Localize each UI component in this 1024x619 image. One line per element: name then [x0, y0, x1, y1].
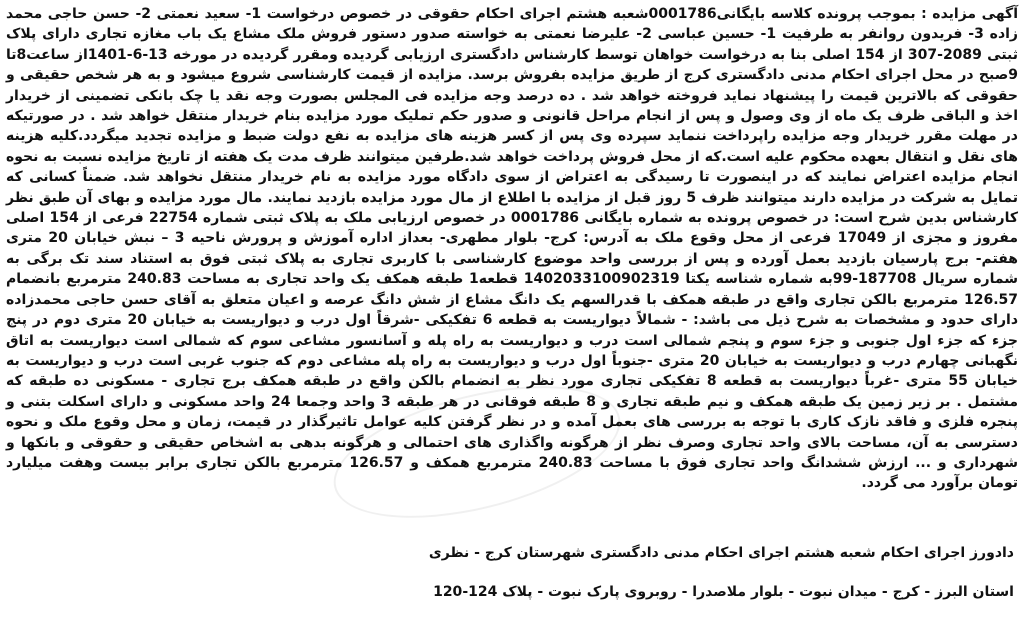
- notice-signature: دادورز اجرای احکام شعبه هشتم اجرای احکام مدنی دادگستری شهرستان کرج - نظری: [428, 545, 1014, 561]
- auction-notice-body: آگهی مزایده : بموجب پرونده کلاسه بایگانی0001786شعبه هشتم اجرای احکام حقوقی در خصوص درخواست 1- سعید نعمتی 2- حسن حاجی محمد زاده 3- فریدون روانفر به طرفیت 1- حسین عباسی 2- علیرضا نعمتی به خواسته صدور دستور فروش ملک مشاع یک باب مغازه تجاری دارای پلاک ثبتی 2089-307 از 154 اصلی بنا به درخواست خواهان توسط کارشناس دادگستری ارزیابی گردیده ومقرر گردیده در مورخه 13-6-1401از ساعت8تا 9صبح در محل اجرای احکام مدنی دادگستری کرج از طریق مزایده بفروش برسد. مزایده از قیمت کارشناسی شروع میشود و به هر شخص حقیقی و حقوقی که بالاترین قیمت را پیشنهاد نماید فروخته خواهد شد . ده درصد وجه مزایده فی المجلس بصورت وجه نقد یا چک بانکی تضمینی از خریدار اخذ و الباقی ظرف یک ماه از وی وصول و پس از انجام مراحل قانونی و صدور حکم تملیک مورد مزایده بنام خریدار منتقل خواهد شد . در صورتیکه در مهلت مقرر خریدار وجه مزایده راپرداخت ننماید سپرده وی پس از کسر هزینه های مزایده به نفع دولت ضبط و مزایده تجدید میگردد.کلیه هزینه های نقل و انتقال بعهده محکوم علیه است.که از محل فروش پرداخت خواهد شد.طرفین میتوانند ظرف مدت یک هفته از تاریخ مزایده نسبت به نحوه انجام مزایده اعتراض نمایند که در اینصورت تا رسیدگی به اعتراض از سوی دادگاه مورد مزایده به نام خریدار منتقل نخواهد شد. ضمناً کسانی که تمایل به شرکت در مزایده دارند میتوانند ظرف 5 روز قبل از مزایده با اطلاع از مال مورد مزایده بازدید نمایند. مال مورد مزایده و بهای آن طبق نظر کارشناس بدین شرح است: در خصوص پرونده به شماره بایگانی 0001786 در خصوص ارزیابی ملک به پلاک ثبتی شماره 22754 فرعی از 154 اصلی مفروز و مجزی از 17049 فرعی از محل وقوع ملک به آدرس: کرج- بلوار مطهری- بعداز اداره آموزش و پرورش ناحیه 3 – نبش خیابان 20 متری هفتم- برج پارسیان بازدید بعمل آورده و پس از بررسی واحد موضوع کارشناسی با کاربری تجاری به پلاک ثبتی فوق به استناد سند تک برگی به شماره سریال 187708-99به شماره شناسه یکتا 1402033100902319 قطعه1 طبقه همکف یک واحد تجاری به مساحت 240.83 مترمربع بانضمام 126.57 مترمربع بالکن تجاری واقع در طبقه همکف با قدرالسهم یک دانگ مشاع از شش دانگ عرصه و اعیان متعلق به آقای حسن حاجی محمدزاده دارای حدود و مشخصات به شرح ذیل می باشد: - شمالاً دیواریست به قطعه 6 تفکیکی -شرقاً اول درب و دیواریست به خیابان 20 متری دوم در پنج جزء که جزء اول جنوبی و جزء سوم و پنجم شمالی است درب و دیواریست به راه پله و آسانسور مشاعی سوم که شمالی است دیواریست به اتاق نگهبانی چهارم درب و دیواریست به خیابان 20 متری -جنوباً اول درب و دیواریست به راه پله مشاعی دوم که جنوب غربی است درب و دیواریست به خیابان 55 متری -غرباً دیواریست به قطعه 8 تفکیکی تجاری مورد نظر به انضمام بالکن واقع در طبقه همکف برج تجاری - مسکونی ده طبقه که مشتمل . بر زیر زمین یک طبقه همکف و نیم طبقه تجاری و 8 طبقه فوقانی در هر طبقه 3 واحد وجمعا 24 واحد مسکونی و دارای اسکلت بتنی و پنجره فلزی و فاقد نازک کاری با توجه به بررسی های بعمل آمده و در نظر گرفتن کلیه عوامل تاثیرگذار در قیمت، زمان و محل وقوع ملک و نحوه دسترسی به آن، مساحت بالای واحد تجاری وصرف نظر از هرگونه واگذاری های احتمالی و هرگونه بدهی به اشخاص حقیقی و حقوقی و بانکها و شهرداری و ... ارزش ششدانگ واحد تجاری فوق با مساحت 240.83 مترمربع همکف و 126.57 مترمربع بالکن تجاری برابر بیست وهفت میلیارد تومان برآورد می گردد.: [6, 6, 1019, 492]
- office-address: استان البرز - کرج - میدان نبوت - بلوار ملاصدرا - روبروی پارک نبوت - پلاک 124-120: [433, 584, 1014, 600]
